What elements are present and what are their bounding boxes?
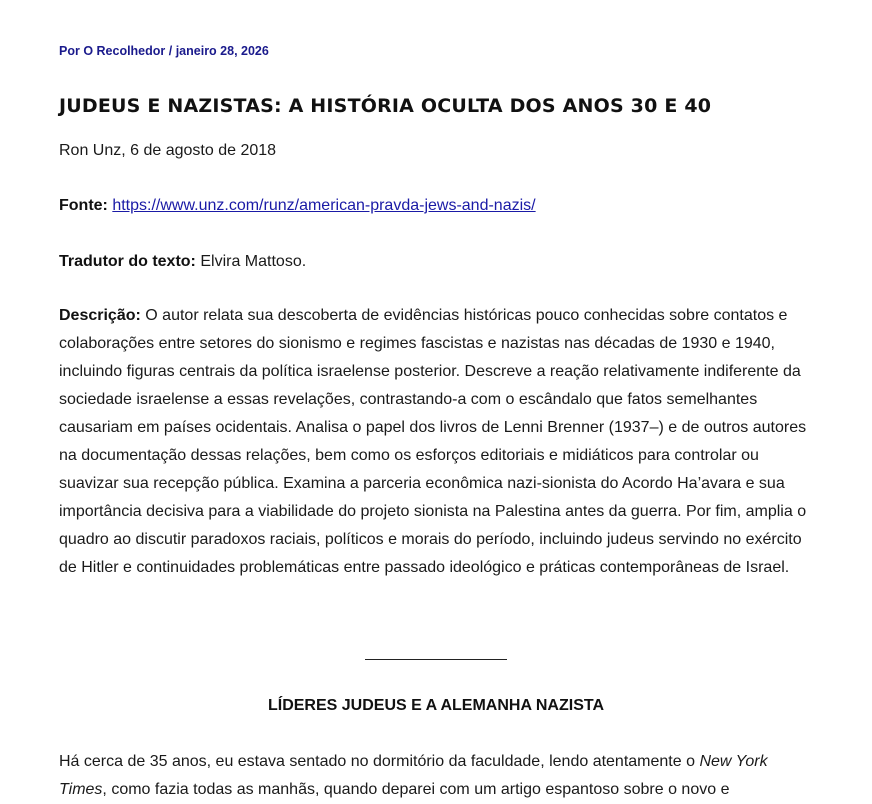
description-text: O autor relata sua descoberta de evidências históricas pouco conhecidas sobre contatos e colaborações entre setores do sionismo e regimes fascistas e nazistas nas décadas de 1930 e 1940, incluindo figuras centrais da política israelense posterior. Descreve a reação relativamente indiferente da sociedade israelense a essas revelações, contrastando-a com o escândalo que fatos semelhantes causariam em países ocidentais. Analisa o papel dos livros de Lenni Brenner (1937–) e de outros autores na documentação dessas relações, bem como os esforços editoriais e midiáticos para controlar ou suavizar sua recepção pública. Examina a parceria econômica nazi-sionista do Acordo Ha’avara e sua importância decisiva para a viabilidade do projeto sionista na Palestina antes da guerra. Por fim, amplia o quadro ao discutir paradoxos raciais, políticos e morais do período, incluindo judeus servindo no exército de Hitler e continuidades problemáticas entre passado ideológico e práticas contemporâneas de Israel. (59, 307, 807, 576)
description-label: Descrição: (59, 307, 141, 324)
author-link[interactable]: O Recolhedor (83, 44, 166, 58)
byline-prefix: Por (59, 44, 84, 58)
body-text-rest: , como fazia todas as manhãs, quando deparei com um artigo espantoso sobre o novo e (102, 781, 730, 798)
article-author-line: Ron Unz, 6 de agosto de 2018 (59, 142, 277, 159)
source-label: Fonte: (59, 197, 108, 214)
article-title: JUDEUS E NAZISTAS: A HISTÓRIA OCULTA DOS ANOS 30 E 40 (59, 95, 712, 117)
newspaper-name: New York Times (59, 753, 768, 798)
description-paragraph (59, 302, 819, 582)
source-link[interactable]: https://www.unz.com/runz/american-pravda-jews-and-nazis/ (112, 197, 536, 214)
body-paragraph (59, 748, 819, 804)
byline-separator: / (165, 44, 176, 58)
body-text-start: Há cerca de 35 anos, eu estava sentado no dormitório da faculdade, lendo atentamente o (59, 753, 700, 770)
section-heading: LÍDERES JUDEUS E A ALEMANHA NAZISTA (267, 697, 604, 714)
source-line (59, 192, 536, 220)
section-divider (365, 659, 507, 660)
translator-name: Elvira Mattoso. (200, 253, 307, 270)
post-byline (59, 44, 269, 58)
translator-label: Tradutor do texto: (59, 253, 196, 270)
translator-line (59, 248, 306, 276)
post-date-link[interactable]: janeiro 28, 2026 (175, 44, 269, 58)
